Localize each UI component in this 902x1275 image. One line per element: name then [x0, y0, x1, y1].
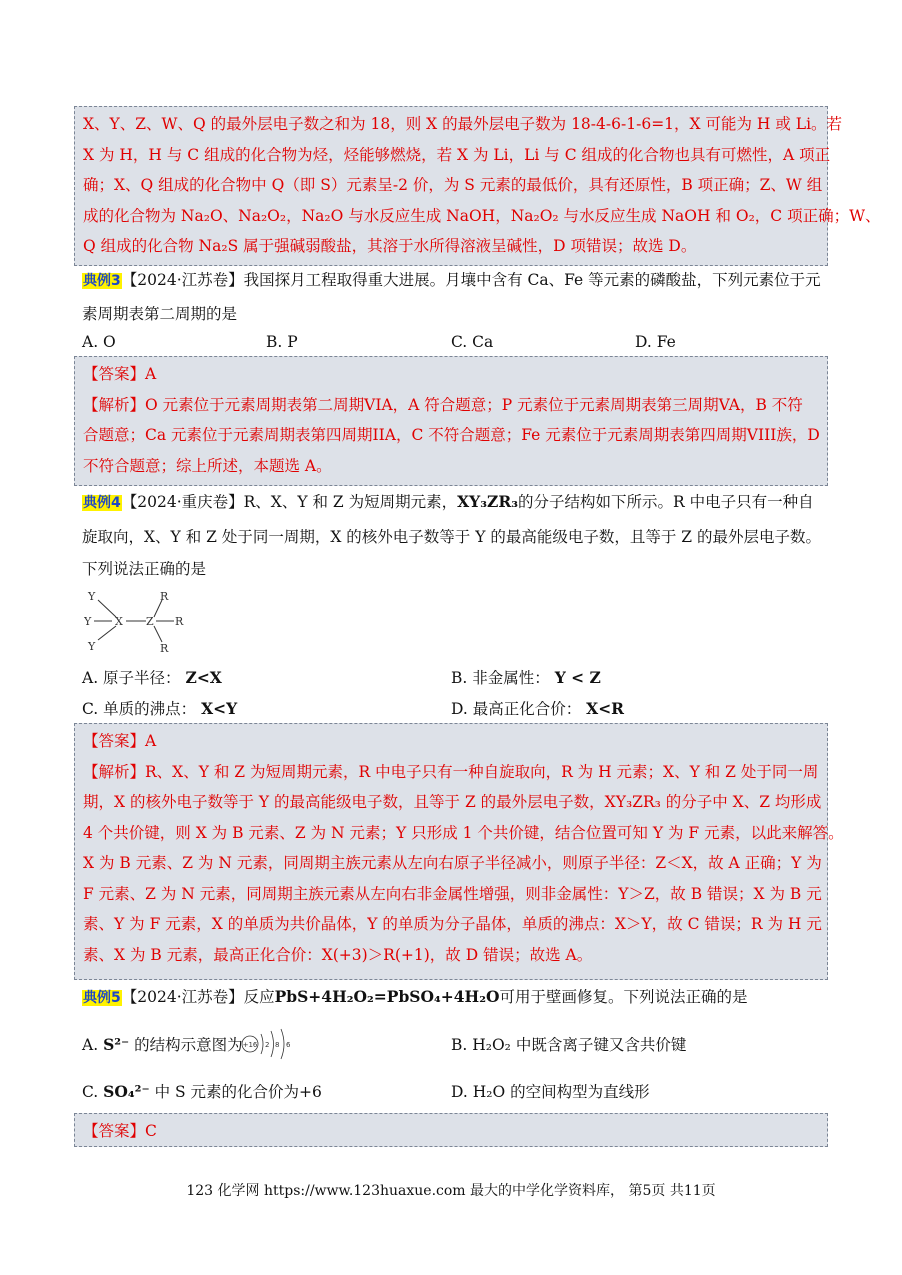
option-d: D. H₂O 的空间构型为直线形 — [451, 1083, 650, 1101]
option-d: D. 最高正化合价： X<R — [451, 699, 625, 718]
option-c: C. 单质的沸点： X<Y — [82, 699, 238, 718]
analysis-line: 【解析】O 元素位于元素周期表第二周期VIA，A 符合题意；P 元素位于元素周期表第三周期VA，B 不符 — [83, 395, 803, 414]
option-b: B. 非金属性： Y < Z — [451, 668, 601, 687]
shell-electrons: 8 — [275, 1041, 280, 1049]
molecule-structure-diagram — [84, 588, 194, 656]
analysis-line: 期，X 的核外电子数等于 Y 的最高能级电子数，且等于 Z 的最外层电子数，XY₃ZR₃ 的分子中 X、Z 均形成 — [83, 793, 822, 811]
option-c: C. SO₄²⁻ 中 S 元素的化合价为+6 — [82, 1082, 322, 1101]
analysis-line: 素、Y 为 F 元素，X 的单质为共价晶体，Y 的单质为分子晶体，单质的沸点：X＞Y，故 C 错误；R 为 H 元 — [83, 915, 822, 933]
example-tag: 典例5 — [83, 990, 121, 1006]
molecule-formula: XY₃ZR₃ — [457, 492, 518, 511]
example-tag: 典例4 — [83, 495, 121, 511]
shell-electrons: 6 — [286, 1041, 291, 1049]
atom-y-left: Y — [84, 615, 92, 628]
example-3-stem-line-1: 典例3【2024·江苏卷】我国探月工程取得重大进展。月壤中含有 Ca、Fe 等元素的磷酸盐，下列元素位于元 — [83, 271, 821, 289]
analysis-line: F 元素、Z 为 N 元素，同周期主族元素从左向右非金属性增强，则非金属性：Y＞Z，故 B 错误；X 为 B 元 — [83, 884, 822, 903]
option-c: C. Ca — [451, 333, 494, 351]
answer-box-4 — [74, 723, 844, 980]
analysis-line: 不符合题意；综上所述，本题选 A。 — [83, 456, 332, 475]
analysis-box-1 — [74, 106, 881, 266]
example-4-stem-line-2: 旋取向，X、Y 和 Z 处于同一周期，X 的核外电子数等于 Y 的最高能级电子数，且等于 Z 的最外层电子数。 — [82, 528, 821, 546]
nucleus-charge: +16 — [242, 1041, 258, 1049]
answer-box-3 — [74, 356, 828, 486]
atom-r-bottom: R — [160, 642, 169, 655]
analysis-line: 【解析】R、X、Y 和 Z 为短周期元素，R 中电子只有一种自旋取向，R 为 H 元素；X、Y 和 Z 处于同一周 — [83, 762, 819, 781]
analysis-line: 素、X 为 B 元素，最高正化合价：X(+3)＞R(+1)，故 D 错误；故选 A。 — [83, 945, 593, 964]
atom-y-top: Y — [88, 590, 96, 603]
analysis-line: 确；X、Q 组成的化合物中 Q（即 S）元素呈-2 价，为 S 元素的最低价，具有还原性，B 项正确；Z、W 组 — [83, 176, 823, 194]
atom-r-top: R — [160, 590, 169, 603]
example-4-stem-line-1: 典例4【2024·重庆卷】R、X、Y 和 Z 为短周期元素，XY₃ZR₃的分子结构如下所示。R 中电子只有一种自 — [83, 492, 814, 511]
analysis-line: X 为 B 元素、Z 为 N 元素，同周期主族元素从左向右原子半径减小，则原子半径：Z＜X，故 A 正确；Y 为 — [83, 854, 822, 872]
option-b: B. H₂O₂ 中既含离子键又含共价键 — [451, 1036, 687, 1054]
option-a: A. S²⁻ 的结构示意图为 — [82, 1035, 243, 1054]
page-footer: 123 化学网 https://www.123huaxue.com 最大的中学化学资料库， 第5页 共11页 — [186, 1183, 716, 1199]
shell-electrons: 2 — [265, 1041, 270, 1049]
answer-line: 【答案】A — [83, 365, 157, 383]
analysis-line: 成的化合物为 Na₂O、Na₂O₂，Na₂O 与水反应生成 NaOH，Na₂O₂ 与水反应生成 NaOH 和 O₂，C 项正确；W、 — [83, 206, 881, 225]
example-tag: 典例3 — [83, 273, 121, 289]
answer-line: 【答案】A — [83, 732, 157, 750]
atom-r-right: R — [175, 615, 184, 628]
example-4-stem-line-3: 下列说法正确的是 — [82, 560, 207, 578]
answer-box-5 — [74, 1113, 828, 1147]
option-b: B. P — [266, 333, 298, 351]
sulfide-ion-structure-diagram — [241, 1026, 297, 1062]
atom-y-bottom: Y — [88, 640, 96, 653]
example-3-stem-line-2: 素周期表第二周期的是 — [82, 305, 238, 323]
analysis-line: Q 组成的化合物 Na₂S 属于强碱弱酸盐，其溶于水所得溶液呈碱性，D 项错误；故选 D。 — [83, 237, 697, 255]
example-5-stem-line-1: 典例5【2024·江苏卷】反应PbS+4H₂O₂=PbSO₄+4H₂O可用于壁画修复。下列说法正确的是 — [83, 987, 748, 1006]
option-a: A. O — [82, 333, 116, 351]
analysis-line: 合题意；Ca 元素位于元素周期表第四周期IIA，C 不符合题意；Fe 元素位于元素周期表第四周期VIII族，D — [83, 426, 820, 444]
analysis-line: X、Y、Z、W、Q 的最外层电子数之和为 18，则 X 的最外层电子数为 18-4-6-1-6=1，X 可能为 H 或 Li。若 — [83, 115, 843, 133]
option-a: A. 原子半径： Z<X — [82, 668, 222, 687]
option-d: D. Fe — [635, 333, 676, 351]
answer-line: 【答案】C — [83, 1122, 157, 1140]
atom-z: Z — [146, 615, 154, 628]
analysis-line: 4 个共价键，则 X 为 B 元素、Z 为 N 元素；Y 只形成 1 个共价键，结合位置可知 Y 为 F 元素，以此来解答。 — [83, 823, 844, 842]
analysis-line: X 为 H，H 与 C 组成的化合物为烃，烃能够燃烧，若 X 为 Li，Li 与 C 组成的化合物也具有可燃性，A 项正 — [83, 145, 831, 164]
reaction-equation: PbS+4H₂O₂=PbSO₄+4H₂O — [274, 987, 500, 1006]
atom-x: X — [115, 615, 123, 628]
